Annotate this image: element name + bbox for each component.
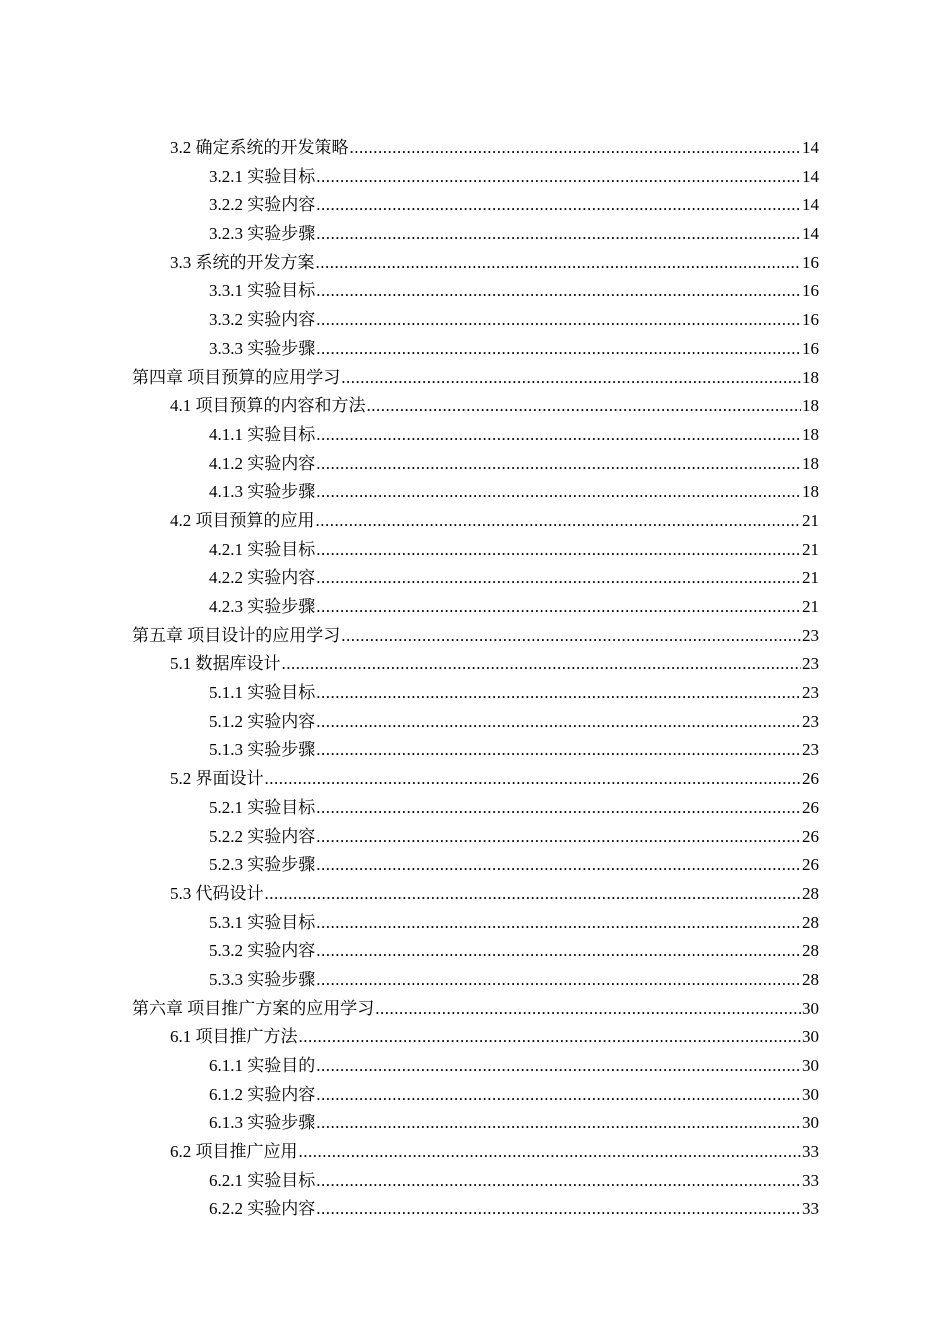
toc-entry[interactable]	[132, 794, 819, 823]
toc-entry-title: 5.3 代码设计	[170, 883, 264, 903]
toc-entry-title: 3.3.2 实验内容	[209, 310, 316, 330]
toc-entry[interactable]	[132, 880, 819, 909]
toc-entry[interactable]	[132, 220, 819, 249]
toc-entry-title: 5.3.2 实验内容	[209, 941, 316, 961]
toc-dot-leader	[316, 507, 802, 536]
toc-dot-leader	[299, 1138, 802, 1167]
toc-entry[interactable]	[132, 507, 819, 536]
toc-dot-leader	[316, 736, 801, 765]
toc-dot-leader	[316, 450, 801, 479]
toc-entry[interactable]	[132, 851, 819, 880]
toc-entry-title: 第六章 项目推广方案的应用学习	[132, 998, 375, 1018]
toc-entry-page-number: 21	[802, 510, 819, 530]
toc-entry-title: 4.1.1 实验目标	[209, 424, 316, 444]
toc-dot-leader	[316, 306, 801, 335]
toc-entry[interactable]	[132, 1195, 819, 1224]
toc-entry[interactable]	[132, 1081, 819, 1110]
toc-entry[interactable]	[132, 335, 819, 364]
toc-dot-leader	[282, 650, 802, 679]
toc-entry-page-number: 23	[802, 654, 819, 674]
toc-dot-leader	[350, 134, 802, 163]
toc-entry-title: 4.2.3 实验步骤	[209, 597, 316, 616]
toc-entry[interactable]	[132, 1167, 819, 1196]
toc-entry-page-number: 21	[802, 597, 819, 616]
toc-dot-leader	[316, 163, 801, 192]
toc-entry-page-number: 16	[802, 252, 819, 272]
toc-entry[interactable]	[132, 249, 819, 278]
toc-entry-page-number: 23	[802, 740, 819, 760]
toc-entry-title: 5.2.3 实验步骤	[209, 855, 316, 875]
toc-entry-title: 3.2.2 实验内容	[209, 195, 316, 215]
toc-entry[interactable]	[132, 650, 819, 679]
toc-entry-title: 6.1 项目推广方法	[170, 1027, 298, 1047]
toc-dot-leader	[316, 1081, 801, 1110]
toc-entry-page-number: 26	[802, 769, 819, 789]
toc-entry[interactable]	[132, 364, 819, 393]
toc-entry-page-number: 23	[802, 711, 819, 731]
toc-entry-page-number: 18	[802, 482, 819, 502]
toc-entry-title: 6.1.1 实验目的	[209, 1056, 316, 1075]
toc-entry-page-number: 18	[802, 367, 819, 387]
toc-entry[interactable]	[132, 1109, 819, 1138]
toc-entry-title: 4.2.2 实验内容	[209, 568, 316, 588]
toc-entry-page-number: 30	[802, 1113, 819, 1133]
toc-entry[interactable]	[132, 191, 819, 220]
toc-entry-title: 3.2.1 实验目标	[209, 166, 316, 186]
toc-dot-leader	[316, 909, 801, 938]
toc-entry[interactable]	[132, 450, 819, 479]
toc-entry[interactable]	[132, 909, 819, 938]
toc-dot-leader	[316, 421, 801, 450]
toc-dot-leader	[316, 679, 801, 708]
toc-dot-leader	[316, 593, 801, 622]
toc-entry-page-number: 23	[802, 625, 819, 645]
toc-entry-page-number: 28	[802, 912, 819, 932]
toc-entry-title: 5.1.2 实验内容	[209, 711, 316, 731]
toc-entry-title: 第五章 项目设计的应用学习	[132, 625, 341, 645]
toc-entry-title: 5.2.2 实验内容	[209, 826, 316, 846]
toc-entry-page-number: 28	[802, 969, 819, 989]
toc-dot-leader	[367, 392, 802, 421]
toc-entry-page-number: 18	[802, 453, 819, 473]
toc-entry-title: 4.2.1 实验目标	[209, 539, 316, 559]
toc-entry-page-number: 16	[802, 281, 819, 301]
toc-entry-title: 6.1.3 实验步骤	[209, 1113, 316, 1133]
toc-dot-leader	[375, 995, 801, 1024]
toc-entry-page-number: 30	[802, 1084, 819, 1104]
toc-dot-leader	[316, 794, 801, 823]
toc-entry-title: 第四章 项目预算的应用学习	[132, 367, 341, 387]
toc-entry-title: 4.2 项目预算的应用	[170, 510, 315, 530]
toc-entry-page-number: 26	[802, 855, 819, 875]
toc-entry-title: 5.3.1 实验目标	[209, 912, 316, 932]
toc-entry-page-number: 30	[802, 998, 819, 1018]
toc-entry-title: 6.2.2 实验内容	[209, 1199, 316, 1219]
toc-dot-leader	[265, 765, 802, 794]
toc-entry[interactable]	[132, 306, 819, 335]
toc-entry-title: 4.1.3 实验步骤	[209, 482, 316, 502]
toc-entry[interactable]	[132, 765, 819, 794]
toc-dot-leader	[316, 277, 801, 306]
toc-dot-leader	[316, 220, 801, 249]
toc-entry[interactable]	[132, 679, 819, 708]
toc-entry[interactable]	[132, 708, 819, 737]
toc-entry-title: 6.2 项目推广应用	[170, 1142, 298, 1162]
toc-entry-page-number: 14	[802, 224, 819, 244]
toc-entry-page-number: 28	[802, 941, 819, 961]
toc-dot-leader	[316, 335, 801, 364]
toc-entry-page-number: 26	[802, 797, 819, 817]
toc-entry[interactable]	[132, 163, 819, 192]
toc-entry-title: 5.1.3 实验步骤	[209, 740, 316, 760]
toc-entry-title: 6.2.1 实验目标	[209, 1170, 316, 1190]
toc-entry[interactable]	[132, 1138, 819, 1167]
toc-entry-title: 5.2.1 实验目标	[209, 797, 316, 817]
toc-entry-title: 3.2 确定系统的开发策略	[170, 138, 349, 157]
toc-entry[interactable]	[132, 1023, 819, 1052]
toc-dot-leader	[316, 937, 801, 966]
table-of-contents	[132, 134, 819, 1224]
toc-entry-page-number: 33	[802, 1199, 819, 1219]
toc-entry-page-number: 16	[802, 338, 819, 358]
toc-entry-page-number: 18	[802, 396, 819, 416]
toc-entry[interactable]	[132, 277, 819, 306]
toc-entry-title: 5.2 界面设计	[170, 769, 264, 789]
toc-entry[interactable]	[132, 1052, 819, 1081]
toc-entry-title: 5.1.1 实验目标	[209, 683, 316, 703]
toc-dot-leader	[316, 851, 801, 880]
toc-entry[interactable]	[132, 937, 819, 966]
toc-entry-page-number: 28	[802, 883, 819, 903]
toc-dot-leader	[316, 564, 801, 593]
toc-entry[interactable]	[132, 736, 819, 765]
toc-entry[interactable]	[132, 622, 819, 651]
toc-entry[interactable]	[132, 421, 819, 450]
toc-dot-leader	[316, 708, 801, 737]
toc-entry[interactable]	[132, 392, 819, 421]
toc-entry[interactable]	[132, 823, 819, 852]
toc-entry-page-number: 21	[802, 568, 819, 588]
toc-entry[interactable]	[132, 564, 819, 593]
toc-entry-page-number: 33	[802, 1142, 819, 1162]
toc-dot-leader	[316, 536, 801, 565]
toc-dot-leader	[316, 966, 801, 995]
toc-entry[interactable]	[132, 134, 819, 163]
toc-entry-title: 3.3.3 实验步骤	[209, 338, 316, 358]
toc-entry-page-number: 26	[802, 826, 819, 846]
toc-dot-leader	[316, 1052, 801, 1081]
toc-dot-leader	[316, 1195, 801, 1224]
toc-entry-title: 3.3.1 实验目标	[209, 281, 316, 301]
toc-entry-title: 4.1.2 实验内容	[209, 453, 316, 473]
toc-entry-title: 3.3 系统的开发方案	[170, 252, 315, 272]
toc-entry-title: 5.3.3 实验步骤	[209, 969, 316, 989]
toc-entry-page-number: 21	[802, 539, 819, 559]
toc-dot-leader	[316, 478, 801, 507]
toc-entry-page-number: 30	[802, 1056, 819, 1075]
toc-entry-title: 6.1.2 实验内容	[209, 1084, 316, 1104]
toc-dot-leader	[341, 364, 801, 393]
toc-dot-leader	[316, 823, 801, 852]
toc-entry[interactable]	[132, 536, 819, 565]
toc-entry-page-number: 14	[802, 195, 819, 215]
toc-entry-page-number: 16	[802, 310, 819, 330]
toc-entry-page-number: 30	[802, 1027, 819, 1047]
toc-entry-page-number: 14	[802, 138, 819, 157]
toc-entry-page-number: 33	[802, 1170, 819, 1190]
toc-dot-leader	[316, 1167, 801, 1196]
toc-entry-page-number: 23	[802, 683, 819, 703]
toc-dot-leader	[316, 249, 802, 278]
toc-entry-page-number: 18	[802, 424, 819, 444]
toc-dot-leader	[265, 880, 802, 909]
toc-dot-leader	[299, 1023, 802, 1052]
toc-entry-title: 3.2.3 实验步骤	[209, 224, 316, 244]
toc-entry-title: 5.1 数据库设计	[170, 654, 281, 674]
toc-entry[interactable]	[132, 966, 819, 995]
toc-entry[interactable]	[132, 995, 819, 1024]
toc-dot-leader	[316, 1109, 801, 1138]
toc-entry[interactable]	[132, 593, 819, 622]
toc-entry-title: 4.1 项目预算的内容和方法	[170, 396, 366, 416]
toc-entry-page-number: 14	[802, 166, 819, 186]
toc-entry[interactable]	[132, 478, 819, 507]
toc-dot-leader	[316, 191, 801, 220]
toc-dot-leader	[341, 622, 801, 651]
